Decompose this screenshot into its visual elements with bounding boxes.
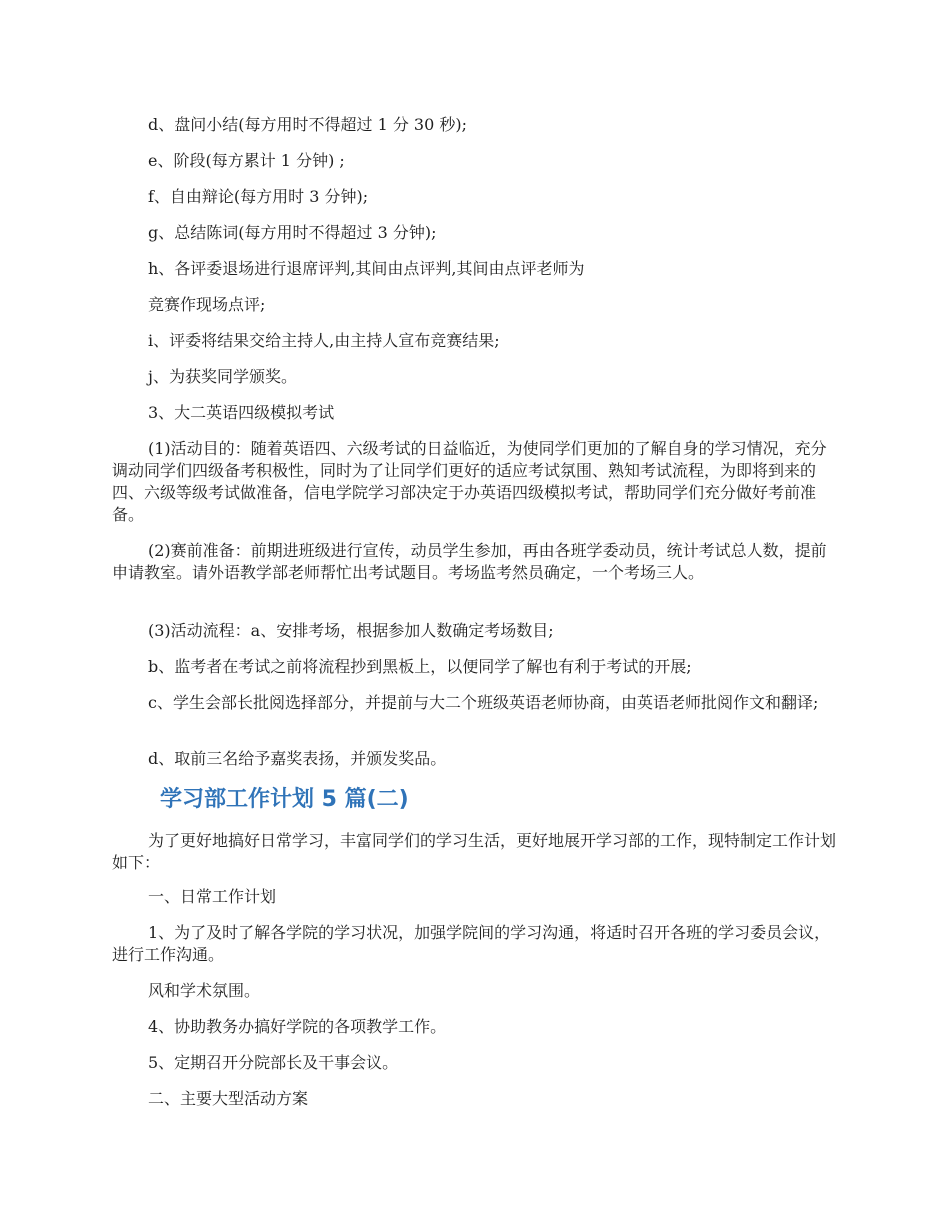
paragraph-purpose: (1)活动目的：随着英语四、六级考试的日益临近，为使同学们更加的了解自身的学习情况，充分调动同学们四级备考积极性，同时为了让同学们更好的适应考试氛围、熟知考试流程，为即将到来的四、六级等级考试做准备，信电学院学习部决定于办英语四级模拟考试，帮助同学们充分做好考前准备。 <box>112 439 827 524</box>
line-j: j、为获奖同学颁奖。 <box>148 367 297 386</box>
paragraph-process-b: b、监考者在考试之前将流程抄到黑板上，以便同学了解也有利于考试的开展; <box>148 657 692 676</box>
paragraph-item-5: 5、定期召开分院部长及干事会议。 <box>148 1053 399 1072</box>
line-i: i、评委将结果交给主持人,由主持人宣布竞赛结果; <box>148 331 500 350</box>
line-g: g、总结陈词(每方用时不得超过 3 分钟); <box>148 223 437 242</box>
paragraph-intro: 为了更好地搞好日常学习，丰富同学们的学习生活，更好地展开学习部的工作，现特制定工作计划如下： <box>112 831 837 872</box>
line-e: e、阶段(每方累计 1 分钟) ; <box>148 151 345 170</box>
paragraph-item-1: 1、为了及时了解各学院的学习状况，加强学院间的学习沟通，将适时召开各班的学习委员会议，进行工作沟通。 <box>112 923 831 964</box>
activities-heading: 二、主要大型活动方案 <box>148 1089 309 1108</box>
daily-plan-heading: 一、日常工作计划 <box>148 887 277 906</box>
paragraph-process-c: c、学生会部长批阅选择部分，并提前与大二个班级英语老师协商，由英语老师批阅作文和翻译; <box>148 693 819 712</box>
line-f: f、自由辩论(每方用时 3 分钟); <box>148 187 369 206</box>
line-h-cont: 竞赛作现场点评; <box>148 295 266 314</box>
section-3-heading: 3、大二英语四级模拟考试 <box>148 403 335 422</box>
paragraph-preparation: (2)赛前准备：前期进班级进行宣传，动员学生参加，再由各班学委动员，统计考试总人数，提前申请教室。请外语教学部老师帮忙出考试题目。考场监考然员确定，一个考场三人。 <box>112 541 827 582</box>
section-heading: 学习部工作计划 5 篇(二) <box>160 787 409 812</box>
paragraph-process-a: (3)活动流程：a、安排考场，根据参加人数确定考场数目; <box>148 621 554 640</box>
paragraph-item-4: 4、协助教务办搞好学院的各项教学工作。 <box>148 1017 447 1036</box>
line-h: h、各评委退场进行退席评判,其间由点评判,其间由点评老师为 <box>148 259 585 278</box>
paragraph-process-d: d、取前三名给予嘉奖表扬，并颁发奖品。 <box>148 749 447 768</box>
line-d: d、盘问小结(每方用时不得超过 1 分 30 秒); <box>148 115 468 134</box>
paragraph-fragment: 风和学术氛围。 <box>148 981 261 1000</box>
